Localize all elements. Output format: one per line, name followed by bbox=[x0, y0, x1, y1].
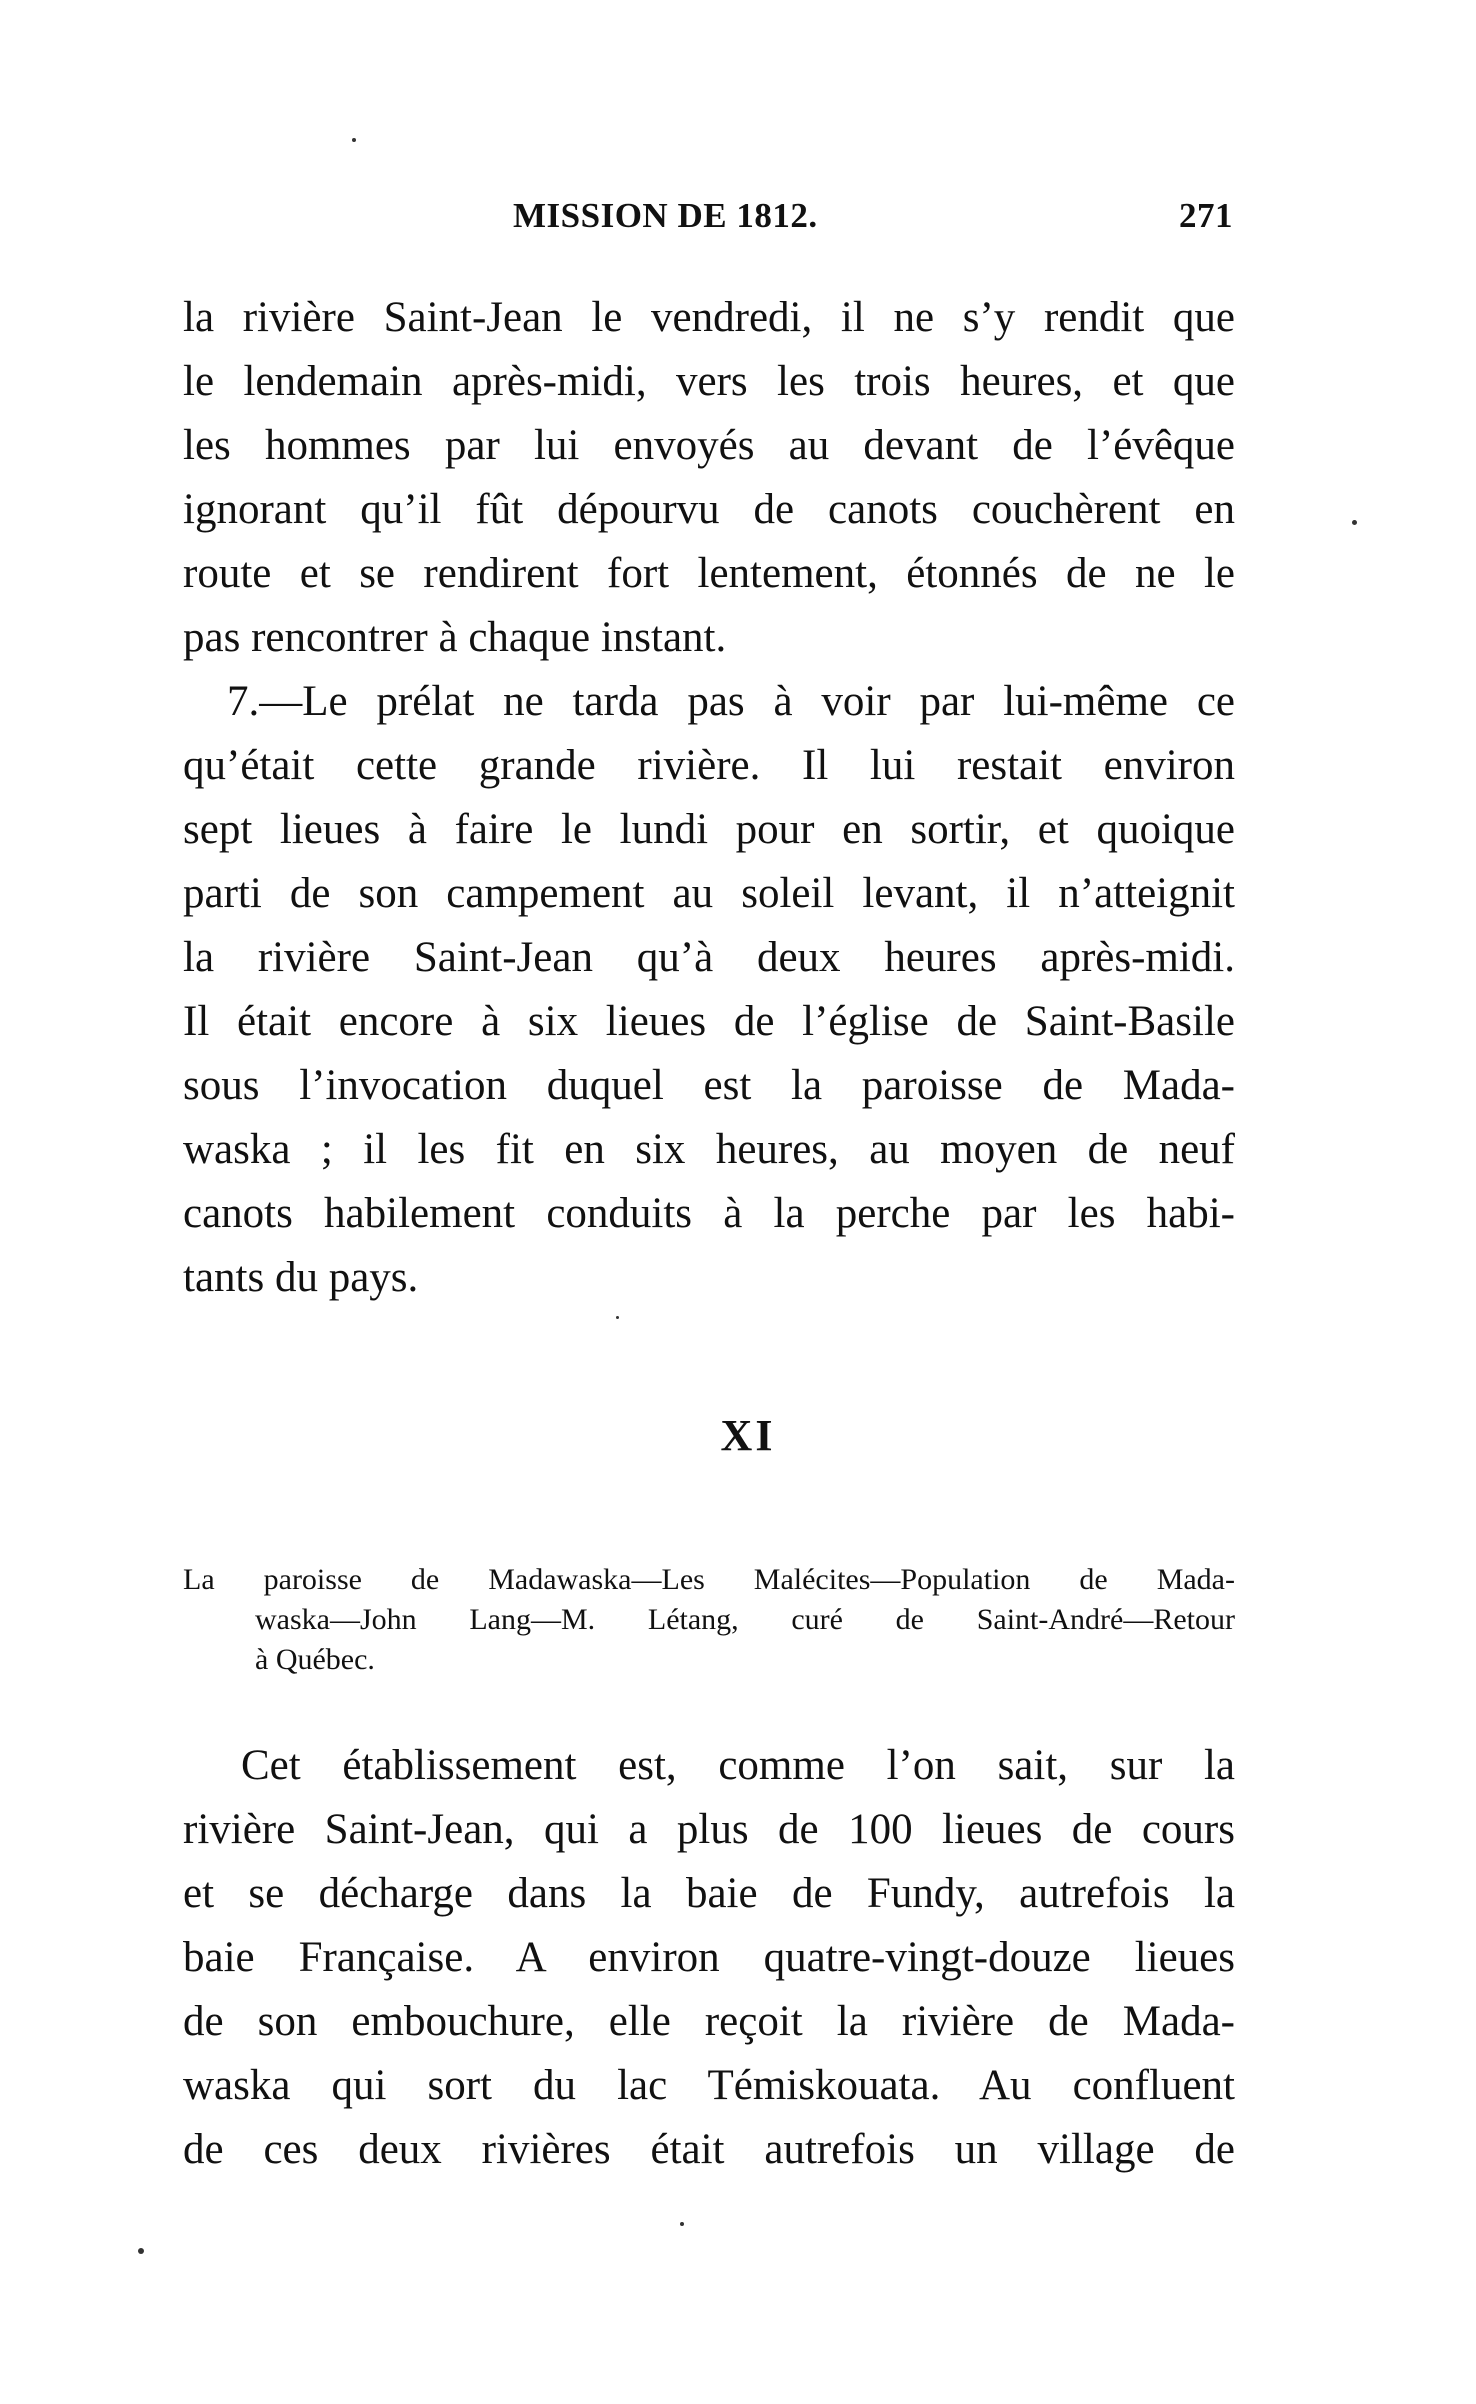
text-line: waska ; il les fit en six heures, au moyen de neuf bbox=[183, 1126, 1235, 1173]
text-line: waska qui sort du lac Témiskouata. Au confluent bbox=[183, 2062, 1235, 2109]
text-line: baie Française. A environ quatre-vingt-douze lieues bbox=[183, 1934, 1235, 1981]
running-head bbox=[183, 196, 1233, 246]
text-line: de son embouchure, elle reçoit la rivière de Mada- bbox=[183, 1998, 1235, 2045]
text-line: canots habilement conduits à la perche par les habi- bbox=[183, 1190, 1235, 1237]
print-speck bbox=[352, 138, 356, 142]
text-line: ignorant qu’il fût dépourvu de canots couchèrent en bbox=[183, 486, 1235, 533]
text-line: et se décharge dans la baie de Fundy, autrefois la bbox=[183, 1870, 1235, 1917]
text-line: parti de son campement au soleil levant, il n’atteignit bbox=[183, 870, 1235, 917]
text-line: route et se rendirent fort lentement, étonnés de ne le bbox=[183, 550, 1235, 597]
summary-line: waska—John Lang—M. Létang, curé de Saint-André—Retour bbox=[255, 1603, 1235, 1636]
summary-line: à Québec. bbox=[255, 1643, 375, 1676]
section-summary bbox=[183, 1560, 1235, 1680]
text-line: la rivière Saint-Jean le vendredi, il ne s’y rendit que bbox=[183, 294, 1235, 341]
text-line: tants du pays. bbox=[183, 1254, 419, 1301]
text-line: rivière Saint-Jean, qui a plus de 100 lieues de cours bbox=[183, 1806, 1235, 1853]
print-speck bbox=[680, 2222, 684, 2226]
section-heading: XI bbox=[720, 1411, 776, 1460]
text-line: les hommes par lui envoyés au devant de l’évêque bbox=[183, 422, 1235, 469]
running-title: MISSION DE 1812. bbox=[513, 196, 818, 235]
body-text-top bbox=[183, 286, 1235, 1310]
text-line: la rivière Saint-Jean qu’à deux heures après-midi. bbox=[183, 934, 1235, 981]
text-line: sept lieues à faire le lundi pour en sortir, et quoique bbox=[183, 806, 1235, 853]
text-line: le lendemain après-midi, vers les trois heures, et que bbox=[183, 358, 1235, 405]
print-speck bbox=[1352, 520, 1357, 525]
text-line: Cet établissement est, comme l’on sait, sur la bbox=[241, 1742, 1235, 1789]
print-speck bbox=[616, 1316, 619, 1319]
text-line: pas rencontrer à chaque instant. bbox=[183, 614, 727, 661]
text-line: sous l’invocation duquel est la paroisse de Mada- bbox=[183, 1062, 1235, 1109]
page-number: 271 bbox=[1179, 196, 1233, 235]
summary-line: La paroisse de Madawaska—Les Malécites—Population de Mada- bbox=[183, 1563, 1235, 1596]
text-line: de ces deux rivières était autrefois un village de bbox=[183, 2126, 1235, 2173]
body-text-bottom bbox=[183, 1734, 1235, 2182]
print-speck bbox=[138, 2248, 144, 2254]
text-line: qu’était cette grande rivière. Il lui restait environ bbox=[183, 742, 1235, 789]
text-line: Il était encore à six lieues de l’église de Saint-Basile bbox=[183, 998, 1235, 1045]
text-line: 7.—Le prélat ne tarda pas à voir par lui-même ce bbox=[227, 678, 1235, 725]
